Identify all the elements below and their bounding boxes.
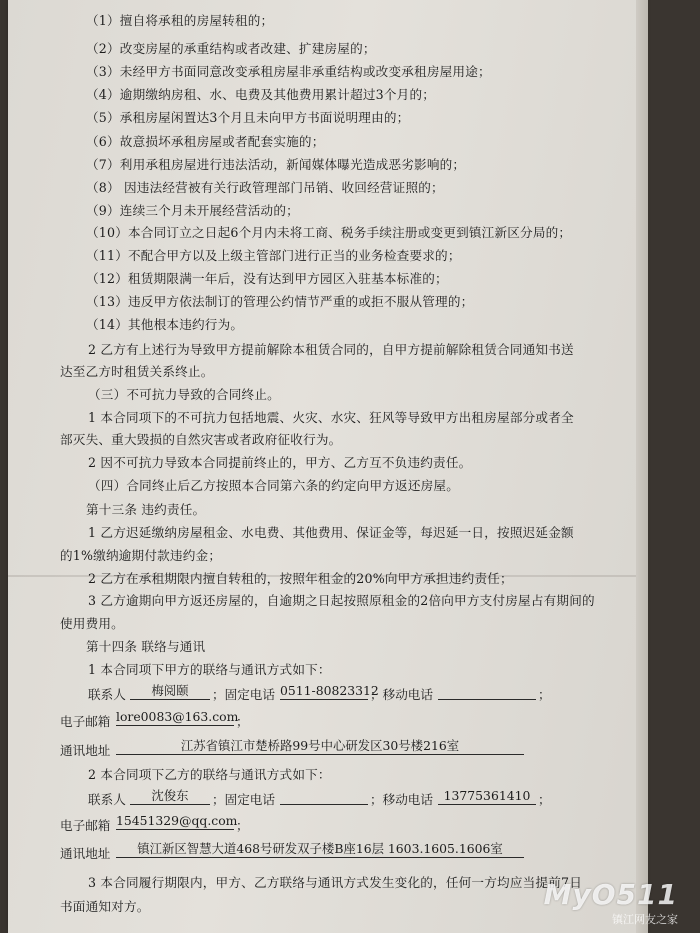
clause-11: （11）不配合甲方以及上级主管部门进行正当的业务检查要求的； (86, 248, 461, 263)
section-return: （四）合同终止后乙方按照本合同第六条的约定向甲方返还房屋。 (88, 478, 460, 493)
partyB-contact-value: 沈俊东 (130, 788, 210, 805)
partyA-mobile-label: ；移动电话 (370, 687, 433, 702)
para-termination-line2: 达至乙方时租赁关系终止。 (60, 364, 214, 379)
para-breach2: 2 乙方在承租期限内擅自转租的，按照年租金的20%向甲方承担违约责任； (88, 571, 513, 586)
partyB-email-sep: ； (236, 818, 249, 833)
document-page (8, 0, 640, 933)
partyB-contact-label: 联系人 (88, 792, 126, 807)
partyA-contact-value: 梅阅颐 (130, 683, 210, 700)
section-force-majeure: （三）不可抗力导致的合同终止。 (88, 387, 280, 402)
para-notice-line1: 3 本合同履行期限内，甲方、乙方联络与通讯方式发生变化的，任何一方均应当提前7日 (88, 875, 582, 890)
partyB-end-sep: ； (538, 792, 551, 807)
partyA-end-sep: ； (538, 687, 551, 702)
clause-7: （7）利用承租房屋进行违法活动，新闻媒体曝光造成恶劣影响的； (86, 157, 466, 172)
para-force1-line1: 1 本合同项下的不可抗力包括地震、火灾、水灾、狂风等导致甲方出租房屋部分或者全 (88, 410, 574, 425)
partyB-mobile-label: ；移动电话 (370, 792, 433, 807)
clause-14: （14）其他根本违约行为。 (86, 317, 244, 332)
clause-13: （13）违反甲方依法制订的管理公约情节严重的或拒不服从管理的； (86, 294, 474, 309)
partyB-address-label: 通讯地址 (60, 846, 111, 861)
partyA-email-label: 电子邮箱 (60, 714, 111, 729)
partyA-email-sep: ； (236, 714, 249, 729)
clause-3: （3）未经甲方书面同意改变承租房屋非承重结构或改变承租房屋用途； (86, 64, 491, 79)
clause-10: （10）本合同订立之日起6个月内未将工商、税务手续注册或变更到镇江新区分局的； (86, 225, 572, 240)
paper-edge (636, 0, 648, 933)
partyA-email-value: lore0083@163.com (116, 709, 239, 724)
partyA-intro: 1 本合同项下甲方的联络与通讯方式如下： (88, 662, 331, 677)
clause-5: （5）承租房屋闲置达3个月且未向甲方书面说明理由的； (86, 110, 410, 125)
para-breach3-line1: 3 乙方逾期向甲方返还房屋的，自逾期之日起按照原租金的2倍向甲方支付房屋占有期间的 (88, 593, 595, 608)
watermark-logo: MyO511 (543, 878, 678, 911)
partyB-phone-label: ；固定电话 (212, 792, 275, 807)
partyB-intro: 2 本合同项下乙方的联络与通讯方式如下： (88, 767, 331, 782)
article-14-heading: 第十四条 联络与通讯 (86, 639, 206, 654)
article-13-heading: 第十三条 违约责任。 (86, 502, 206, 517)
para-notice-line2: 书面通知对方。 (60, 899, 150, 914)
partyA-contact-label: 联系人 (88, 687, 126, 702)
partyA-address-value: 江苏省镇江市楚桥路99号中心研发区30号楼216室 (116, 738, 524, 755)
partyA-mobile-value (438, 683, 536, 700)
clause-4: （4）逾期缴纳房租、水、电费及其他费用累计超过3个月的； (86, 87, 436, 102)
partyB-address-value: 镇江新区智慧大道468号研发双子楼B座16层 1603.1605.1606室 (116, 841, 524, 858)
partyA-phone-value: 0511-80823312 (280, 683, 379, 698)
para-termination-line1: 2 乙方有上述行为导致甲方提前解除本租赁合同的，自甲方提前解除租赁合同通知书送 (88, 342, 574, 357)
para-breach3-line2: 使用费用。 (60, 616, 124, 631)
partyB-mobile-value: 13775361410 (438, 788, 536, 805)
partyA-address-label: 通讯地址 (60, 743, 111, 758)
partyB-email-value: 15451329@qq.com (116, 813, 238, 828)
clause-2: （2）改变房屋的承重结构或者改建、扩建房屋的； (86, 41, 376, 56)
para-breach1-line1: 1 乙方迟延缴纳房屋租金、水电费、其他费用、保证金等，每迟延一日，按照迟延金额 (88, 525, 574, 540)
clause-12: （12）租赁期限满一年后，没有达到甲方园区入驻基本标准的； (86, 271, 448, 286)
para-force1-line2: 部灭失、重大毁损的自然灾害或者政府征收行为。 (60, 432, 342, 447)
clause-8: （8） 因违法经营被有关行政管理部门吊销、收回经营证照的； (86, 180, 444, 195)
clause-9: （9）连续三个月未开展经营活动的； (86, 203, 299, 218)
partyB-phone-value (280, 788, 368, 805)
partyB-email-label: 电子邮箱 (60, 818, 111, 833)
para-force2: 2 因不可抗力导致本合同提前终止的，甲方、乙方互不负违约责任。 (88, 455, 472, 470)
para-breach1-line2: 的1%缴纳逾期付款违约金； (60, 548, 222, 563)
clause-1: （1）擅自将承租的房屋转租的； (86, 13, 274, 28)
clause-6: （6）故意损坏承租房屋或者配套实施的； (86, 134, 325, 149)
partyA-phone-label: ；固定电话 (212, 687, 275, 702)
watermark-subtitle: 镇江网友之家 (612, 913, 678, 926)
